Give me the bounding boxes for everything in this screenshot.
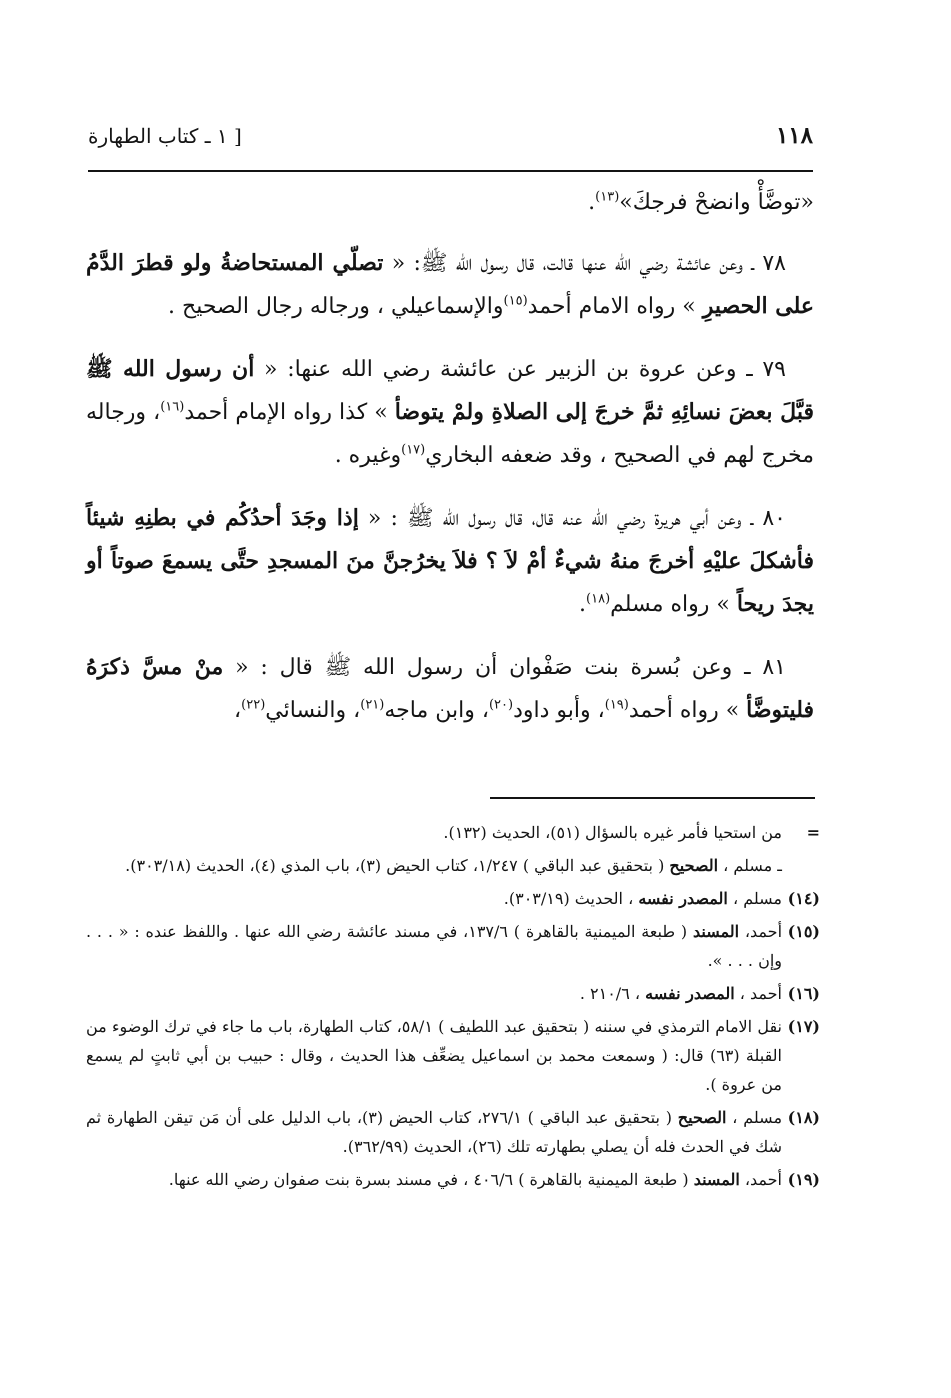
footnote-label: = [806, 823, 820, 842]
footnote-ref: (١٥) [503, 293, 528, 309]
footnote-label: (١٩) [787, 1170, 820, 1189]
hadith-81: ٨١ ـ وعن بُسرة بنت صَفْوان أن رسول الله ﷺ قال : « منْ مسَّ ذكرَهُ فليتوضَّأ » رواه أحمد$^{(١٩)}$، وأبو داود$^{(٢٠)}$، وابن ماجه$^{(٢١)}$، والنسائي$^{(٢٢)}$، [86, 654, 814, 723]
hadith-80: ٨٠ ـ وعن أبي هريرة رضي الله عنه قال، قال رسول الله ﷺ : « إذا وجَدَ أحدُكُم في بطنِهِ شيئاً فأشكلَ عليْهِ أخرجَ منهُ شيءٌ أمْ لاَ ؟ فلاَ يخرُجنَّ منَ المسجدِ حتَّى يسمعَ صوتاً أو يجدَ ريحاً » رواه مسلم$^{(١٨)}$. [86, 505, 814, 617]
main-text [86, 182, 814, 752]
footnote-14: (١٤) مسلم ، المصدر نفسه ، الحديث (٣٠٣/١٩). [86, 884, 820, 913]
hadith-78: ٧٨ ـ وعن عائشة رضي الله عنها قالت، قال رسول الله ﷺ: « تصلّي المستحاضةُ ولو قطرَ الدَّمُ على الحصيرِ » رواه الامام أحمد$^{(١٥)}$والإسماعيلي ، ورجاله رجال الصحيح . [86, 250, 814, 319]
footnote-ref: (٢٢) [241, 697, 266, 713]
footnote-16: (١٦) أحمد ، المصدر نفسه ، ٢١٠/٦ . [86, 979, 820, 1008]
footnote-label: (١٧) [787, 1017, 820, 1036]
hadith-matn: إذا وجَدَ أحدُكُم في بطنِهِ شيئاً فأشكلَ عليْهِ أخرجَ منهُ شيءٌ أمْ لاَ ؟ فلاَ يخرُجنَّ منَ المسجدِ حتَّى يسمعَ صوتاً أو يجدَ ريحاً [86, 505, 814, 617]
footnote-ref: (١٧) [401, 442, 426, 458]
footnotes [86, 818, 820, 1198]
footnote-label: (١٨) [787, 1108, 820, 1127]
footnote-continuation: ـ مسلم ، الصحيح ( بتحقيق عبد الباقي ) ١/٢٤٧، كتاب الحيض (٣)، باب المذي (٤)، الحديث (٣٠٣/١٨). [125, 856, 782, 875]
hadith-matn: منْ مسَّ ذكرَهُ فليتوضَّأ [86, 654, 814, 723]
footnote-ref: (٢١) [360, 697, 385, 713]
footnote-continuation: = من استحيا فأمر غيره بالسؤال (٥١)، الحديث (١٣٢). [86, 818, 820, 847]
page-number: ١١٨ [775, 122, 813, 149]
footnote-18: (١٨) مسلم ، الصحيح ( بتحقيق عبد الباقي ) ٢٧٦/١، كتاب الحيض (٣)، باب الدليل على أن مَن تيقن الطهارة ثم شك في الحدث فله أن يصلي بطهارته تلك (٢٦)، الحديث (٣٦٢/٩٩). [86, 1103, 820, 1161]
hadith-matn: أن رسول الله ﷺ قبَّلَ بعضَ نسائِهِ ثمَّ خرجَ إلى الصلاةِ ولمْ يتوضأ [86, 356, 814, 425]
footnote-label: (١٦) [787, 984, 820, 1003]
running-header [88, 120, 813, 164]
footnote-15: (١٥) أحمد، المسند ( طبعة الميمنية بالقاهرة ) ١٣٧/٦، في مسند عائشة رضي الله عنها . واللفظ عنده : « . . . وإن . . . ». [86, 917, 820, 975]
footnote-separator [490, 797, 815, 799]
footnote-ref: (٢٠) [488, 697, 514, 713]
hadith-79: ٧٩ ـ وعن عروة بن الزبير عن عائشة رضي الله عنها: « أن رسول الله ﷺ قبَّلَ بعضَ نسائِهِ ثمَّ خرجَ إلى الصلاةِ ولمْ يتوضأ » كذا رواه الإمام أحمد$^{(١٦)}$، ورجاله مخرج لهم في الصحيح ، وقد ضعفه البخاري$^{(١٧)}$وغيره . [86, 356, 814, 468]
footnote-19: (١٩) أحمد، المسند ( طبعة الميمنية بالقاهرة ) ٤٠٦/٦ ، في مسند بسرة بنت صفوان رضي الله عنها. [86, 1165, 820, 1194]
chapter-title: [ ١ ـ كتاب الطهارة [88, 124, 242, 148]
footnote-label: (١٥) [787, 922, 820, 941]
footnote-ref: (١٩) [604, 697, 629, 713]
carryover-text: «توضَّأْ وانضحْ فرجكَ»$^{(١٣)}$. [588, 189, 814, 215]
hadith-matn: تصلّي المستحاضةُ ولو قطرَ الدَّمُ على الحصيرِ [86, 250, 814, 319]
footnote-ref: (١٣) [595, 189, 620, 205]
header-rule [88, 170, 813, 172]
footnote-ref: (١٦) [160, 399, 185, 415]
footnote-label: (١٤) [787, 889, 820, 908]
footnote-ref: (١٨) [586, 591, 611, 607]
footnote-17: (١٧) نقل الامام الترمذي في سننه ( بتحقيق عبد اللطيف ) ٥٨/١، كتاب الطهارة، باب ما جاء في ترك الوضوء من القبلة (٦٣) قال: ( وسمعت محمد بن اسماعيل يضعِّف هذا الحديث ، وقال : حبيب بن أبي ثابتٍ لم يسمع من عروة ). [86, 1012, 820, 1099]
